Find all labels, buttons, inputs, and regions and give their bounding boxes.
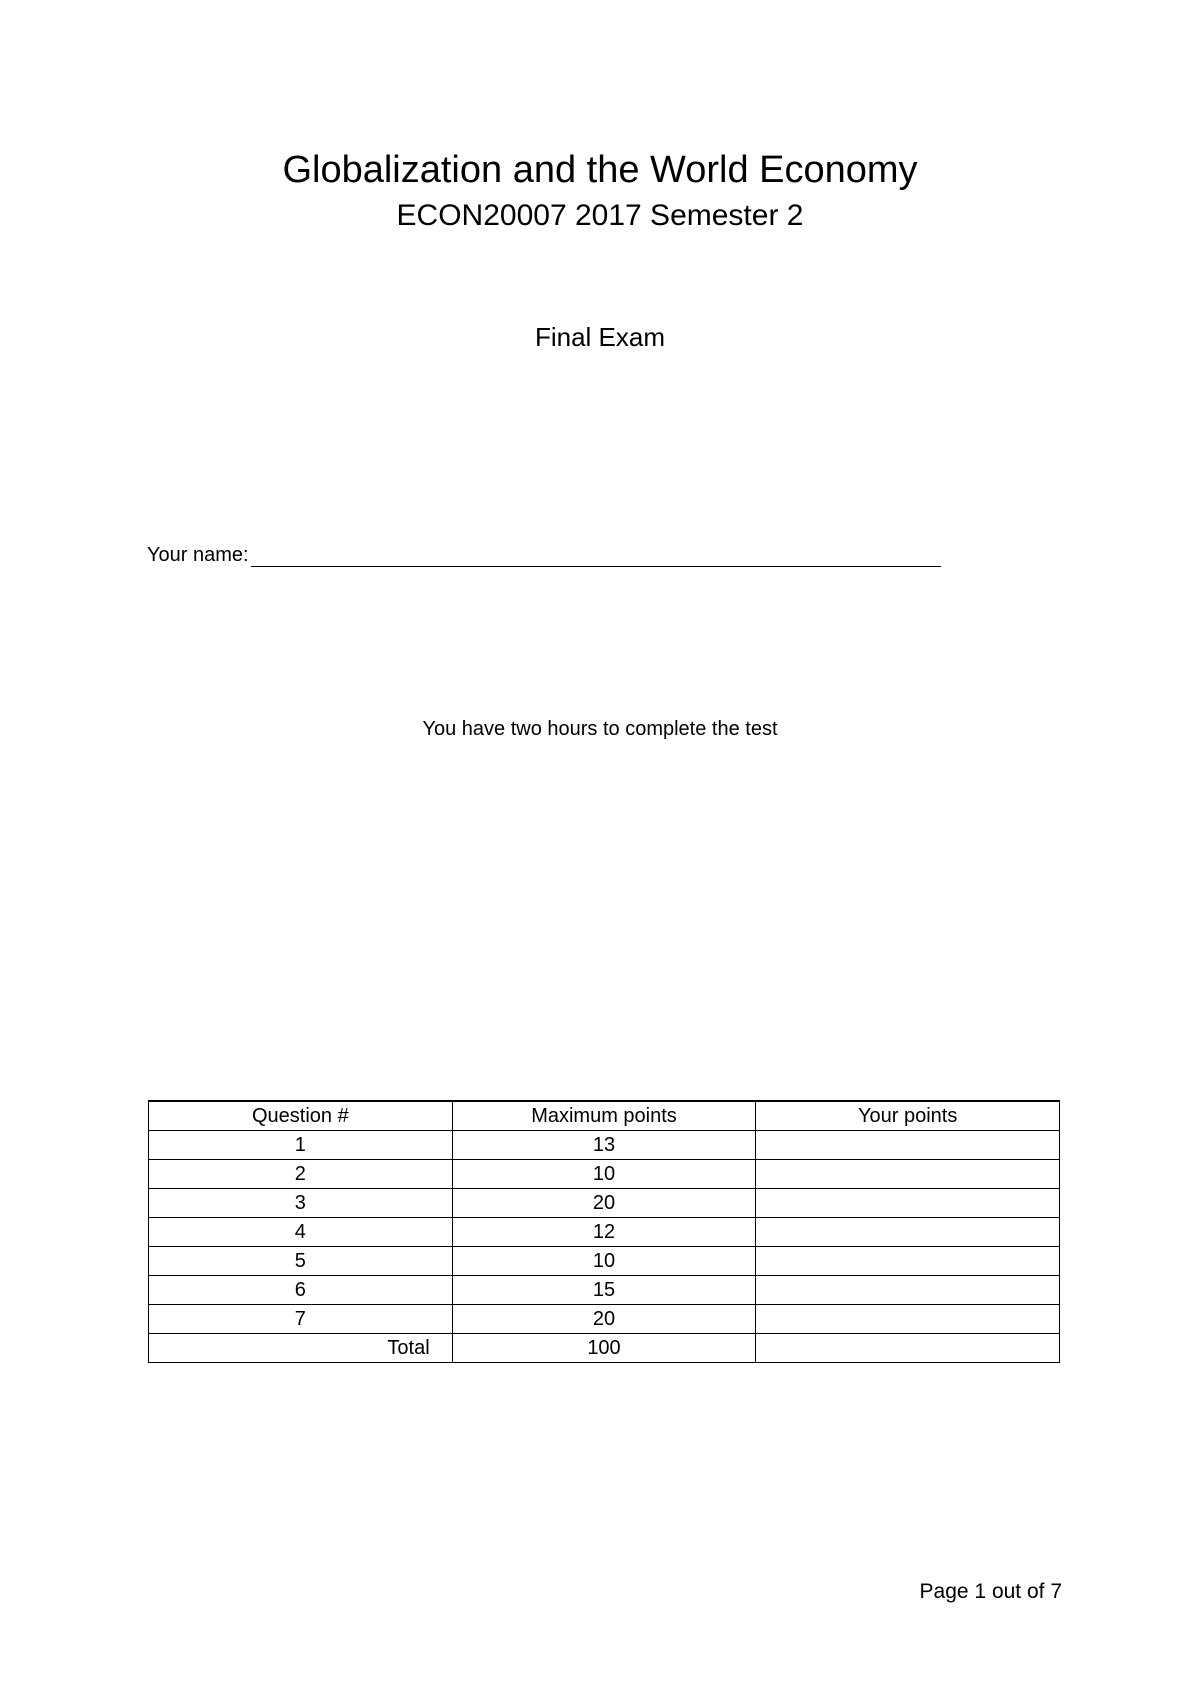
max-points: 10: [452, 1247, 756, 1276]
name-input-line[interactable]: [251, 542, 941, 567]
max-points: 20: [452, 1189, 756, 1218]
table-row: [149, 1189, 1060, 1218]
table-row: [149, 1276, 1060, 1305]
max-points: 10: [452, 1160, 756, 1189]
your-points-cell[interactable]: [756, 1247, 1060, 1276]
max-points: 12: [452, 1218, 756, 1247]
table-row: [149, 1160, 1060, 1189]
question-number: 1: [149, 1131, 453, 1160]
table-header-row: [149, 1101, 1060, 1131]
exam-type: Final Exam: [534, 322, 666, 352]
header-your-points: Your points: [756, 1101, 1060, 1131]
document-title: Globalization and the World Economy: [282, 149, 918, 191]
question-number: 5: [149, 1247, 453, 1276]
name-field-row: [147, 542, 941, 567]
total-your-points-cell[interactable]: [756, 1334, 1060, 1363]
your-points-cell[interactable]: [756, 1160, 1060, 1189]
table-total-row: [149, 1334, 1060, 1363]
total-label: Total: [149, 1334, 453, 1363]
your-points-cell[interactable]: [756, 1189, 1060, 1218]
question-number: 2: [149, 1160, 453, 1189]
page-indicator: Page 1 out of 7: [919, 1580, 1062, 1603]
question-number: 7: [149, 1305, 453, 1334]
question-number: 6: [149, 1276, 453, 1305]
table-row: [149, 1218, 1060, 1247]
name-label: Your name:: [147, 544, 249, 566]
table-row: [149, 1247, 1060, 1276]
points-table: [148, 1100, 1060, 1363]
question-number: 4: [149, 1218, 453, 1247]
course-subtitle: ECON20007 2017 Semester 2: [396, 199, 804, 232]
your-points-cell[interactable]: [756, 1218, 1060, 1247]
your-points-cell[interactable]: [756, 1305, 1060, 1334]
instructions: You have two hours to complete the test: [422, 718, 778, 740]
table-row: [149, 1305, 1060, 1334]
question-number: 3: [149, 1189, 453, 1218]
header-max-points: Maximum points: [452, 1101, 756, 1131]
table-row: [149, 1131, 1060, 1160]
header-question: Question #: [149, 1101, 453, 1131]
your-points-cell[interactable]: [756, 1131, 1060, 1160]
your-points-cell[interactable]: [756, 1276, 1060, 1305]
max-points: 13: [452, 1131, 756, 1160]
max-points: 20: [452, 1305, 756, 1334]
total-max-points: 100: [452, 1334, 756, 1363]
max-points: 15: [452, 1276, 756, 1305]
